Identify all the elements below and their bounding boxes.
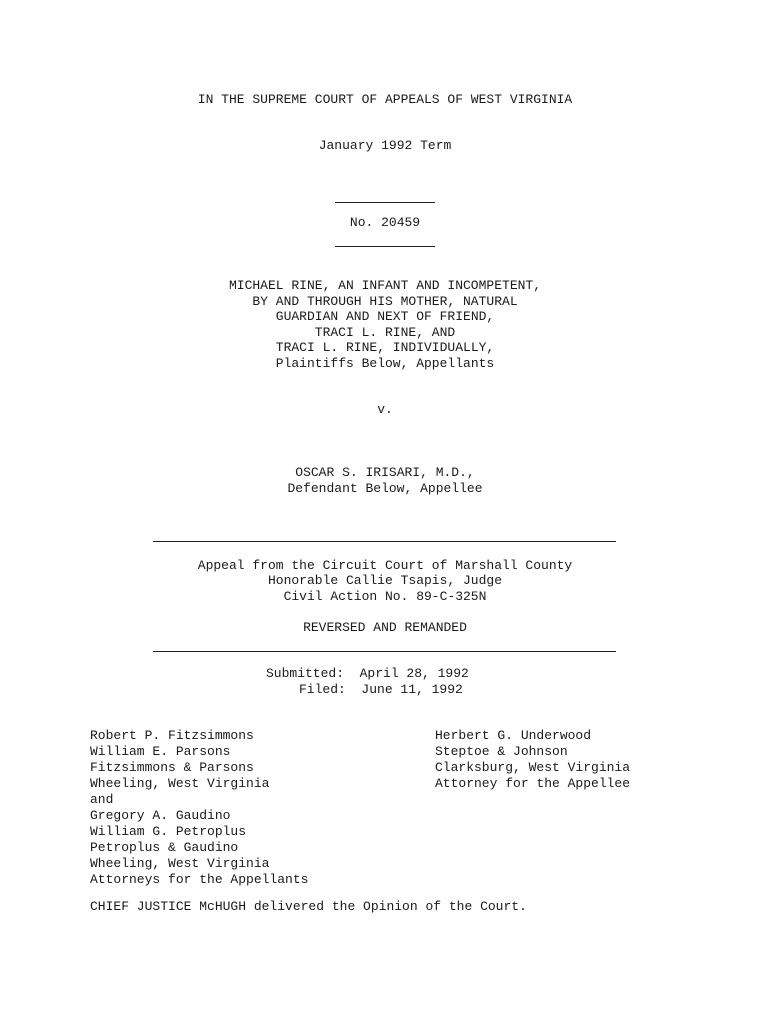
appellant-attorneys <box>90 728 308 888</box>
plaintiff-line: MICHAEL RINE, AN INFANT AND INCOMPETENT, <box>228 278 542 293</box>
appeal-line: Appeal from the Circuit Court of Marshall County <box>197 558 573 573</box>
appeal-rule-bottom <box>153 651 616 652</box>
plaintiff-line: GUARDIAN AND NEXT OF FRIEND, <box>275 309 495 324</box>
attorney-line: and <box>90 792 114 807</box>
plaintiff-line: TRACI L. RINE, INDIVIDUALLY, <box>275 340 495 355</box>
defendant-line: Defendant Below, Appellee <box>287 481 483 496</box>
attorney-line: Clarksburg, West Virginia <box>435 760 631 775</box>
attorney-line: Attorneys for the Appellants <box>90 872 309 887</box>
versus: v. <box>377 402 393 417</box>
filed-date: Filed: June 11, 1992 <box>299 682 463 697</box>
attorney-line: Attorney for the Appellee <box>435 776 631 791</box>
attorney-line: William G. Petroplus <box>90 824 247 839</box>
plaintiff-line: TRACI L. RINE, AND <box>314 325 456 340</box>
court-title: IN THE SUPREME COURT OF APPEALS OF WEST VIRGINIA <box>197 92 573 107</box>
attorney-line: Fitzsimmons & Parsons <box>90 760 254 775</box>
attorney-line: Robert P. Fitzsimmons <box>90 728 254 743</box>
attorney-line: Petroplus & Gaudino <box>90 840 239 855</box>
appeal-line: Civil Action No. 89-C-325N <box>283 589 487 604</box>
term: January 1992 Term <box>318 138 452 153</box>
case-number: No. 20459 <box>349 215 421 230</box>
opinion-line: CHIEF JUSTICE McHUGH delivered the Opinion of the Court. <box>90 899 527 914</box>
attorney-line: Steptoe & Johnson <box>435 744 568 759</box>
submitted-date: Submitted: April 28, 1992 <box>266 666 469 681</box>
attorney-line: William E. Parsons <box>90 744 231 759</box>
case-number-rule-bottom <box>335 246 435 247</box>
attorney-line: Wheeling, West Virginia <box>90 776 270 791</box>
attorney-line: Gregory A. Gaudino <box>90 808 231 823</box>
appellee-attorneys <box>435 728 630 792</box>
case-number-rule-top <box>335 202 435 203</box>
appeal-line: Honorable Callie Tsapis, Judge <box>267 573 503 588</box>
plaintiff-line: BY AND THROUGH HIS MOTHER, NATURAL <box>252 294 518 309</box>
defendant-line: OSCAR S. IRISARI, M.D., <box>295 465 475 480</box>
disposition: REVERSED AND REMANDED <box>303 620 467 635</box>
plaintiff-line: Plaintiffs Below, Appellants <box>275 356 495 371</box>
attorney-line: Herbert G. Underwood <box>435 728 592 743</box>
appeal-rule-top <box>153 541 616 542</box>
attorney-line: Wheeling, West Virginia <box>90 856 270 871</box>
